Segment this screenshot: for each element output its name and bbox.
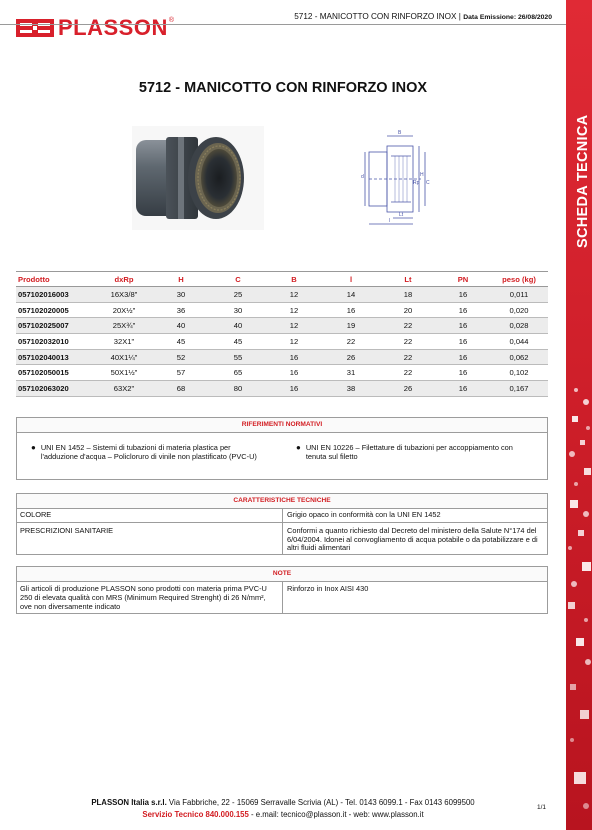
col-lt: Lt bbox=[380, 272, 436, 287]
footer-company: PLASSON Italia s.r.l. bbox=[91, 798, 167, 807]
cell-peso: 0,102 bbox=[490, 365, 548, 381]
cell-lt: 20 bbox=[380, 302, 436, 318]
notes-left: Gli articoli di produzione PLASSON sono prodotti con materia prima PVC-U 250 di elevata qualità con MRS (Minimum Required Strenght) di 26 N/mm², ove non diversamente indicato bbox=[17, 582, 283, 614]
ref-text: UNI EN 1452 – Sistemi di tubazioni di materia plastica per l'adduzione d'acqua – Policloruro di vinile non plastificato (PVC-U) bbox=[40, 443, 257, 461]
technical-characteristics bbox=[16, 493, 548, 555]
cell-dxrp: 40X1¼" bbox=[96, 349, 152, 365]
cell-peso: 0,011 bbox=[490, 287, 548, 303]
cell-c: 55 bbox=[210, 349, 266, 365]
cell-pn: 16 bbox=[436, 334, 490, 350]
cell-b: 12 bbox=[266, 287, 322, 303]
col-dxrp: dxRp bbox=[96, 272, 152, 287]
cell-l: 14 bbox=[322, 287, 380, 303]
tech-row-sanitary bbox=[17, 522, 547, 555]
cell-code: 057102040013 bbox=[16, 349, 96, 365]
footer bbox=[0, 797, 566, 821]
bullet-icon: ● bbox=[31, 443, 36, 452]
tech-key: COLORE bbox=[17, 509, 283, 522]
bullet-icon: ● bbox=[296, 443, 301, 452]
tech-value: Conformi a quanto richiesto dal Decreto del ministero della Salute N°174 del 6/04/2004. Idonei al convogliamento di acqua potabile o da potabilizzare e di altri fluidi alimentari bbox=[287, 525, 538, 553]
cell-peso: 0,167 bbox=[490, 381, 548, 397]
cell-c: 45 bbox=[210, 334, 266, 350]
product-table-body bbox=[16, 287, 548, 397]
col-b: B bbox=[266, 272, 322, 287]
drawing-label-l: l bbox=[389, 218, 391, 224]
cell-pn: 16 bbox=[436, 287, 490, 303]
notes-section bbox=[16, 566, 548, 614]
cell-peso: 0,062 bbox=[490, 349, 548, 365]
cell-code: 057102016003 bbox=[16, 287, 96, 303]
cell-b: 12 bbox=[266, 334, 322, 350]
table-row bbox=[16, 381, 548, 397]
cell-peso: 0,044 bbox=[490, 334, 548, 350]
tech-key: PRESCRIZIONI SANITARIE bbox=[17, 523, 283, 555]
header-doc-title: 5712 - MANICOTTO CON RINFORZO INOX bbox=[294, 12, 457, 21]
cell-c: 25 bbox=[210, 287, 266, 303]
cell-pn: 16 bbox=[436, 349, 490, 365]
cell-c: 30 bbox=[210, 302, 266, 318]
cell-l: 22 bbox=[322, 334, 380, 350]
table-header-row bbox=[16, 272, 548, 287]
cell-h: 68 bbox=[152, 381, 210, 397]
notes-title: NOTE bbox=[17, 567, 547, 582]
tech-title: CARATTERISTICHE TECNICHE bbox=[17, 494, 547, 509]
footer-contacts: - e.mail: tecnico@plasson.it - web: www.plasson.it bbox=[251, 810, 424, 819]
cell-b: 12 bbox=[266, 302, 322, 318]
table-row bbox=[16, 318, 548, 334]
cell-code: 057102032010 bbox=[16, 334, 96, 350]
table-row bbox=[16, 302, 548, 318]
cell-b: 16 bbox=[266, 381, 322, 397]
col-l: l bbox=[322, 272, 380, 287]
ref-text: UNI EN 10226 – Filettature di tubazioni per accoppiamento con tenuta sul filetto bbox=[305, 443, 513, 461]
cell-lt: 22 bbox=[380, 318, 436, 334]
technical-drawing bbox=[355, 126, 431, 228]
cell-l: 38 bbox=[322, 381, 380, 397]
product-table bbox=[16, 271, 548, 397]
cell-dxrp: 63X2" bbox=[96, 381, 152, 397]
cell-pn: 16 bbox=[436, 365, 490, 381]
tech-row-color bbox=[17, 509, 547, 522]
cell-dxrp: 20X½" bbox=[96, 302, 152, 318]
cell-h: 40 bbox=[152, 318, 210, 334]
cell-l: 16 bbox=[322, 302, 380, 318]
notes-right: Rinforzo in Inox AISI 430 bbox=[287, 584, 369, 593]
page-title: 5712 - MANICOTTO CON RINFORZO INOX bbox=[138, 80, 428, 96]
ref-item bbox=[17, 433, 282, 462]
col-pn: PN bbox=[436, 272, 490, 287]
cell-pn: 16 bbox=[436, 318, 490, 334]
table-row bbox=[16, 365, 548, 381]
cell-b: 12 bbox=[266, 318, 322, 334]
cell-l: 19 bbox=[322, 318, 380, 334]
tech-value: Grigio opaco in conformità con la UNI EN 1452 bbox=[287, 510, 441, 519]
drawing-label-h: H bbox=[420, 172, 424, 178]
cell-code: 057102063020 bbox=[16, 381, 96, 397]
cell-b: 16 bbox=[266, 365, 322, 381]
header-info bbox=[294, 12, 552, 21]
cell-c: 80 bbox=[210, 381, 266, 397]
cell-peso: 0,020 bbox=[490, 302, 548, 318]
plasson-logo bbox=[16, 17, 174, 39]
header-separator: | bbox=[458, 12, 464, 21]
table-row bbox=[16, 349, 548, 365]
cell-code: 057102020005 bbox=[16, 302, 96, 318]
drawing-label-d: d bbox=[361, 174, 364, 180]
cell-code: 057102050015 bbox=[16, 365, 96, 381]
drawing-label-b: B bbox=[398, 130, 402, 136]
cell-h: 52 bbox=[152, 349, 210, 365]
product-photo bbox=[132, 126, 264, 230]
drawing-label-lt: Lt bbox=[399, 212, 404, 218]
drawing-label-rp: Rp bbox=[413, 180, 420, 186]
cell-h: 45 bbox=[152, 334, 210, 350]
cell-c: 40 bbox=[210, 318, 266, 334]
footer-service: Servizio Tecnico 840.000.155 bbox=[142, 810, 249, 819]
cell-dxrp: 16X3/8" bbox=[96, 287, 152, 303]
cell-h: 36 bbox=[152, 302, 210, 318]
cell-b: 16 bbox=[266, 349, 322, 365]
normative-references bbox=[16, 417, 548, 480]
refs-title: RIFERIMENTI NORMATIVI bbox=[17, 418, 547, 433]
cell-code: 057102025007 bbox=[16, 318, 96, 334]
table-row bbox=[16, 334, 548, 350]
brand-name: PLASSON bbox=[58, 15, 168, 40]
cell-lt: 22 bbox=[380, 334, 436, 350]
cell-lt: 18 bbox=[380, 287, 436, 303]
plasson-logo-icon bbox=[16, 19, 54, 37]
page-number: 1/1 bbox=[536, 804, 546, 811]
decorative-dots bbox=[566, 380, 592, 830]
side-label: SCHEDA TECNICA bbox=[575, 114, 591, 248]
footer-address: Via Fabbriche, 22 - 15069 Serravalle Scrivia (AL) - Tel. 0143 6099.1 - Fax 0143 6099500 bbox=[168, 798, 475, 807]
col-prodotto: Prodotto bbox=[16, 272, 96, 287]
cell-c: 65 bbox=[210, 365, 266, 381]
col-peso: peso (kg) bbox=[490, 272, 548, 287]
cell-pn: 16 bbox=[436, 302, 490, 318]
cell-h: 57 bbox=[152, 365, 210, 381]
side-band bbox=[566, 0, 592, 830]
issue-date: Data Emissione: 26/08/2020 bbox=[463, 14, 552, 21]
table-row bbox=[16, 287, 548, 303]
cell-dxrp: 50X1½" bbox=[96, 365, 152, 381]
cell-lt: 26 bbox=[380, 381, 436, 397]
col-h: H bbox=[152, 272, 210, 287]
header-divider bbox=[0, 24, 566, 25]
drawing-label-c: C bbox=[426, 180, 430, 186]
cell-pn: 16 bbox=[436, 381, 490, 397]
cell-lt: 22 bbox=[380, 349, 436, 365]
cell-h: 30 bbox=[152, 287, 210, 303]
cell-dxrp: 25X¾" bbox=[96, 318, 152, 334]
notes-row bbox=[17, 582, 547, 614]
cell-l: 31 bbox=[322, 365, 380, 381]
ref-item bbox=[282, 433, 547, 462]
cell-dxrp: 32X1" bbox=[96, 334, 152, 350]
cell-l: 26 bbox=[322, 349, 380, 365]
cell-peso: 0,028 bbox=[490, 318, 548, 334]
col-c: C bbox=[210, 272, 266, 287]
cell-lt: 22 bbox=[380, 365, 436, 381]
registered-mark: ® bbox=[168, 17, 175, 24]
